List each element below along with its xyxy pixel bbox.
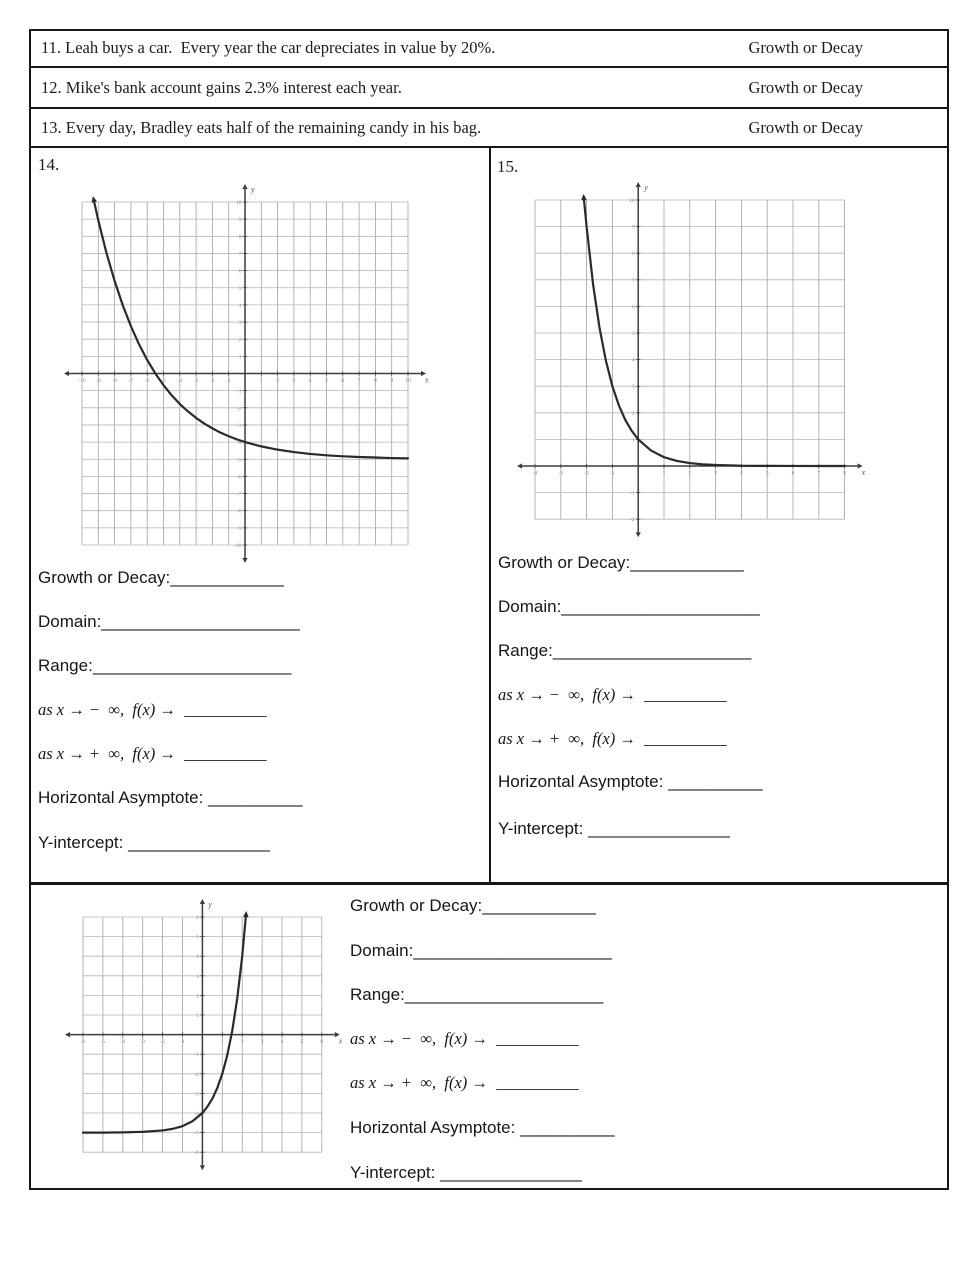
svg-text:3: 3	[260, 1039, 264, 1046]
svg-text:6: 6	[631, 304, 635, 311]
problem-row-13	[31, 108, 947, 147]
panel-14-number: 14.	[38, 155, 60, 174]
svg-text:5: 5	[765, 470, 769, 477]
p14-y-intercept-label: Y-intercept: _______________	[38, 833, 270, 852]
svg-text:4: 4	[308, 378, 312, 384]
svg-text:-6: -6	[144, 378, 150, 384]
svg-text:y: y	[251, 185, 255, 194]
svg-text:-5: -5	[236, 457, 242, 464]
pb-y-intercept-label: Y-intercept: _______________	[350, 1163, 582, 1182]
svg-text:7: 7	[357, 378, 361, 384]
svg-text:-3: -3	[194, 1091, 199, 1098]
svg-text:-2: -2	[194, 1071, 199, 1078]
panel-15-number: 15.	[497, 157, 519, 176]
svg-text:8: 8	[631, 251, 635, 258]
p14-domain-label: Domain:_____________________	[38, 612, 300, 631]
svg-text:-2: -2	[584, 470, 589, 477]
graph-15	[506, 173, 870, 541]
p14-growth-or-decay-label: Growth or Decay:____________	[38, 568, 284, 587]
row-divider-1	[29, 66, 949, 68]
svg-text:1: 1	[631, 437, 635, 444]
pb-domain-label: Domain:_____________________	[350, 941, 612, 960]
svg-text:-7: -7	[236, 491, 242, 498]
p15-horizontal-asymptote-label: Horizontal Asymptote: __________	[498, 772, 763, 791]
svg-text:x: x	[861, 468, 866, 477]
svg-text:10: 10	[236, 200, 242, 206]
svg-text:-6: -6	[194, 1150, 199, 1157]
svg-text:9: 9	[390, 378, 394, 384]
svg-text:y: y	[644, 183, 648, 192]
svg-text:8: 8	[238, 234, 242, 241]
p14-range-label: Range:_____________________	[38, 656, 292, 675]
svg-text:-3: -3	[558, 470, 564, 477]
svg-text:8: 8	[843, 470, 846, 477]
svg-text:x: x	[338, 1036, 343, 1046]
svg-text:-3: -3	[236, 422, 242, 429]
svg-text:-1: -1	[180, 1039, 185, 1046]
p14-end-behavior-pos-label: as x → + ∞, f(x) → __________	[38, 744, 267, 763]
svg-text:5: 5	[631, 331, 635, 337]
svg-text:-8: -8	[236, 508, 242, 515]
svg-text:-2: -2	[210, 378, 215, 384]
svg-text:4: 4	[196, 954, 199, 961]
svg-text:-3: -3	[193, 378, 199, 384]
svg-text:-10: -10	[78, 378, 86, 384]
svg-text:-5: -5	[100, 1039, 106, 1046]
row-divider-2	[29, 107, 949, 109]
svg-text:-4: -4	[120, 1039, 126, 1046]
problem-12-choice: Growth or Decay	[748, 77, 863, 97]
svg-text:7: 7	[238, 251, 242, 258]
svg-text:5: 5	[325, 378, 328, 384]
svg-text:-3: -3	[140, 1039, 145, 1046]
p14-horizontal-asymptote-label: Horizontal Asymptote: __________	[38, 788, 303, 807]
svg-text:-10: -10	[234, 543, 242, 549]
svg-text:2: 2	[196, 993, 199, 1000]
svg-text:-4: -4	[177, 378, 183, 384]
svg-text:1: 1	[196, 1013, 199, 1019]
problem-11-text: 11. Leah buys a car. Every year the car depreciates in value by 20%.	[41, 38, 496, 57]
svg-text:-1: -1	[610, 470, 615, 477]
pb-horizontal-asymptote-label: Horizontal Asymptote: __________	[350, 1118, 615, 1137]
svg-text:1: 1	[662, 470, 666, 477]
svg-text:5: 5	[238, 285, 242, 292]
graph-bottom	[58, 893, 364, 1183]
svg-text:6: 6	[791, 470, 795, 477]
problem-row-11	[31, 29, 947, 67]
svg-text:-2: -2	[236, 405, 242, 412]
svg-text:-2: -2	[160, 1039, 165, 1046]
p15-growth-or-decay-label: Growth or Decay:____________	[498, 553, 744, 572]
svg-text:3: 3	[714, 470, 717, 477]
panel-divider	[489, 147, 491, 883]
p15-domain-label: Domain:_____________________	[498, 597, 760, 616]
svg-text:7: 7	[817, 470, 821, 477]
svg-text:2: 2	[276, 378, 279, 384]
svg-text:x: x	[425, 375, 429, 385]
p15-end-behavior-neg-label: as x → − ∞, f(x) → __________	[498, 685, 727, 704]
svg-text:3: 3	[631, 384, 635, 391]
svg-text:10: 10	[405, 378, 411, 384]
svg-text:2: 2	[688, 470, 692, 477]
svg-text:6: 6	[238, 268, 242, 275]
svg-text:4: 4	[740, 470, 743, 477]
svg-text:-7: -7	[128, 378, 134, 384]
svg-text:8: 8	[374, 378, 377, 384]
svg-text:4: 4	[280, 1039, 284, 1046]
svg-text:-4: -4	[236, 440, 242, 447]
graph-14	[55, 178, 435, 570]
svg-text:-1: -1	[226, 378, 231, 384]
svg-text:-8: -8	[112, 378, 117, 384]
pb-range-label: Range:_____________________	[350, 985, 604, 1004]
svg-text:1: 1	[238, 354, 242, 361]
svg-text:1: 1	[220, 1039, 224, 1046]
svg-text:y: y	[208, 900, 212, 909]
p15-y-intercept-label: Y-intercept: _______________	[498, 819, 730, 838]
svg-text:4: 4	[238, 302, 242, 309]
pb-growth-or-decay-label: Growth or Decay:____________	[350, 896, 596, 915]
problem-row-12	[31, 67, 947, 108]
svg-text:-6: -6	[80, 1039, 86, 1046]
problem-13-choice: Growth or Decay	[748, 117, 863, 137]
svg-text:-6: -6	[236, 474, 242, 481]
svg-text:-5: -5	[161, 378, 166, 384]
svg-text:5: 5	[196, 934, 199, 941]
svg-text:-4: -4	[194, 1111, 199, 1117]
svg-text:1: 1	[259, 378, 263, 384]
svg-text:-2: -2	[630, 517, 635, 524]
problem-12-text: 12. Mike's bank account gains 2.3% interest each year.	[41, 77, 402, 97]
svg-text:2: 2	[238, 337, 242, 344]
svg-text:3: 3	[292, 378, 296, 384]
problem-13-text: 13. Every day, Bradley eats half of the remaining candy in his bag.	[41, 117, 482, 137]
p14-end-behavior-neg-label: as x → − ∞, f(x) → __________	[38, 700, 267, 719]
p15-end-behavior-pos-label: as x → + ∞, f(x) → __________	[498, 729, 727, 748]
svg-text:6: 6	[341, 378, 345, 384]
svg-text:4: 4	[631, 357, 635, 364]
svg-text:9: 9	[631, 224, 635, 231]
svg-text:-9: -9	[236, 525, 242, 532]
svg-text:3: 3	[238, 320, 242, 327]
pb-end-behavior-pos-label: as x → + ∞, f(x) → __________	[350, 1073, 579, 1092]
svg-text:2: 2	[631, 410, 635, 417]
svg-text:7: 7	[631, 277, 635, 284]
svg-text:-9: -9	[96, 378, 101, 384]
p15-range-label: Range:_____________________	[498, 641, 752, 660]
svg-text:9: 9	[238, 217, 242, 224]
svg-text:10: 10	[629, 198, 635, 204]
svg-text:5: 5	[300, 1039, 304, 1046]
problem-11-choice: Growth or Decay	[748, 38, 863, 57]
pb-end-behavior-neg-label: as x → − ∞, f(x) → __________	[350, 1029, 579, 1048]
svg-text:-4: -4	[532, 470, 538, 477]
svg-text:6: 6	[320, 1039, 324, 1046]
svg-text:3: 3	[196, 973, 199, 980]
svg-text:-1: -1	[630, 490, 635, 497]
svg-text:-1: -1	[194, 1052, 199, 1059]
svg-text:6: 6	[196, 915, 199, 921]
svg-text:-1: -1	[236, 388, 242, 395]
svg-text:-5: -5	[194, 1130, 199, 1137]
svg-text:2: 2	[240, 1039, 244, 1046]
